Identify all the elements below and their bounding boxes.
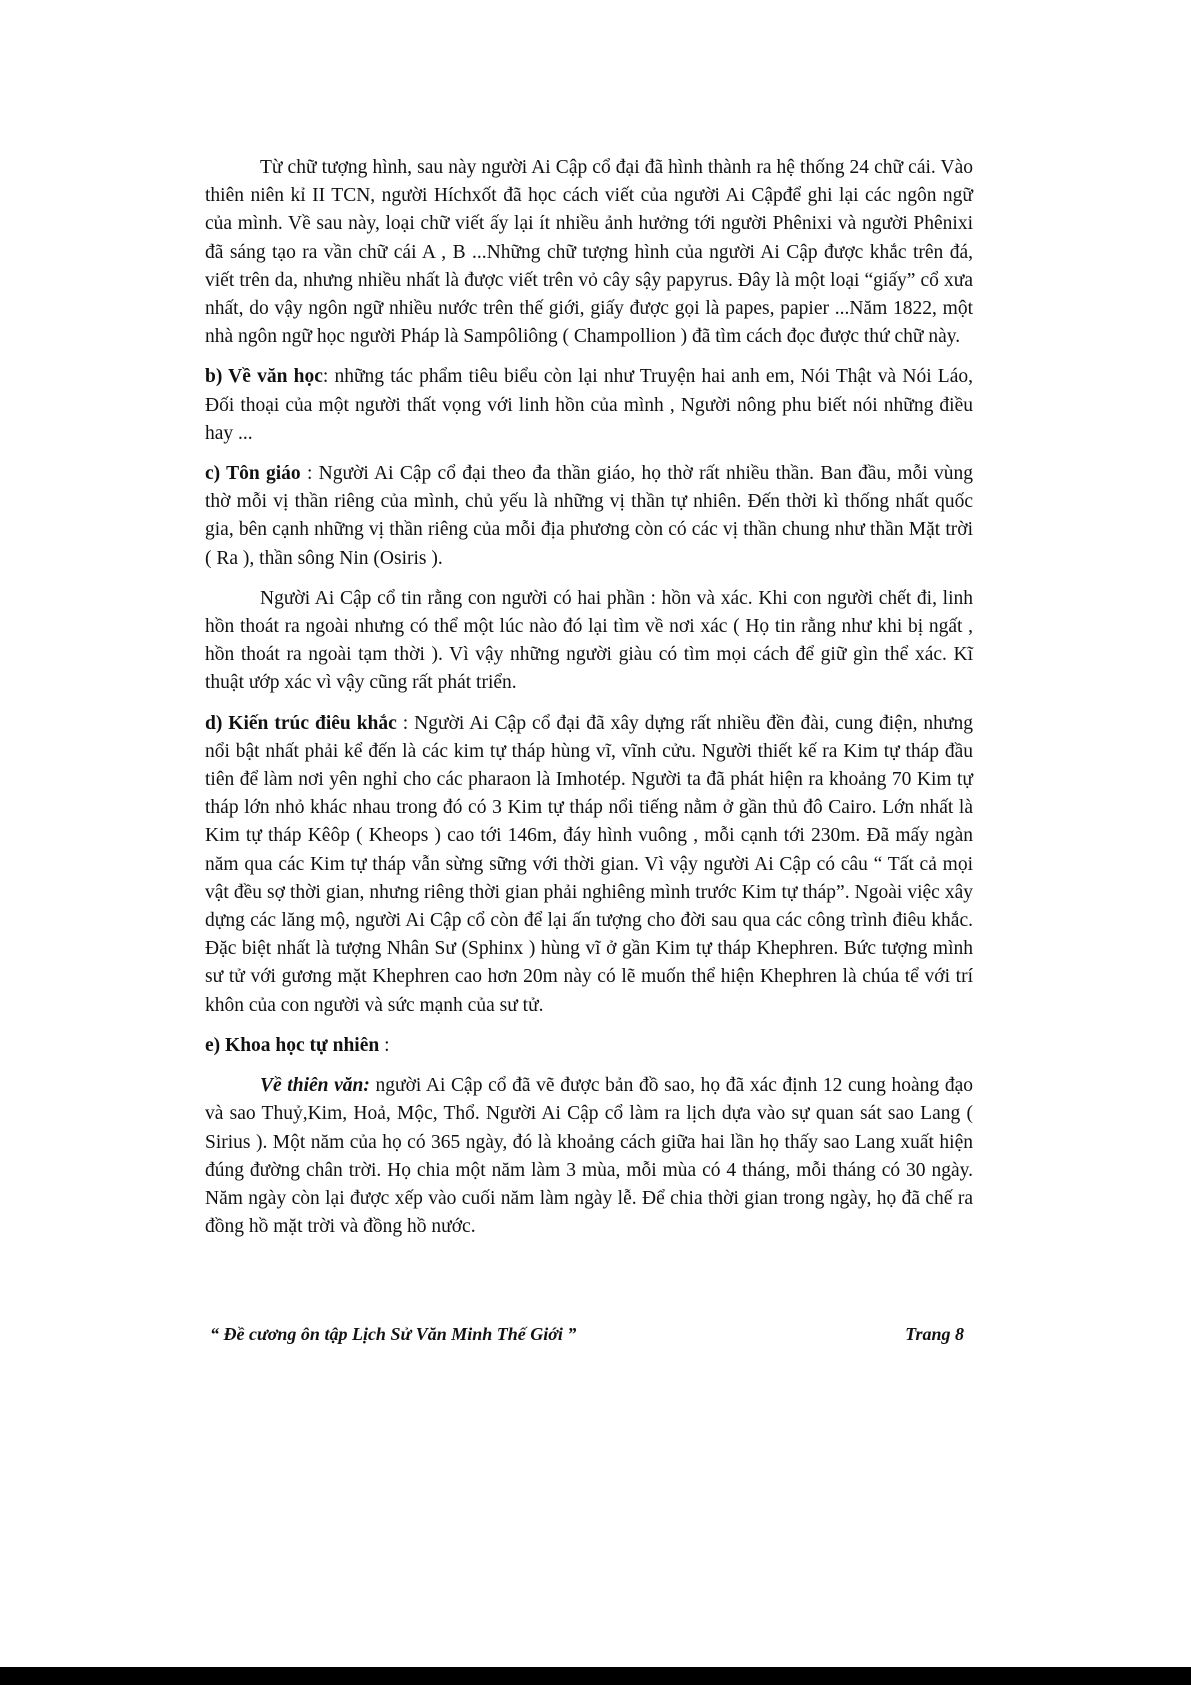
paragraph-writing xyxy=(205,154,973,351)
paragraph-natural-science xyxy=(205,1032,973,1060)
footer-title: “ Đề cương ôn tập Lịch Sử Văn Minh Thế Giới ” xyxy=(210,1324,577,1344)
subsection-heading-astronomy: Về thiên văn: xyxy=(260,1075,370,1097)
paragraph-text: : xyxy=(379,1034,390,1056)
section-heading-natural-science: e) Khoa học tự nhiên xyxy=(205,1034,380,1056)
paragraph-text: Từ chữ tượng hình, sau này người Ai Cập cổ đại đã hình thành ra hệ thống 24 chữ cái. Vào thiên niên kỉ II TCN, người Híchxốt đã học cách viết của người Ai Cậpđể ghi lại các ngôn ngữ của mình. Về sau này, loại chữ viết ấy lại ít nhiều ảnh hưởng tới người Phênixi và người Phênixi đã sáng tạo ra vần chữ cái A , B ...Những chữ tượng hình của người Ai Cập được khắc trên đá, viết trên da, nhưng nhiều nhất là được viết trên vỏ cây sậy papyrus. Đây là một loại “giấy” cổ xưa nhất, do vậy ngôn ngữ nhiều nước trên thế giới, giấy được gọi là papes, papier ...Năm 1822, một nhà ngôn ngữ học người Pháp là Sampôliông ( Champollion ) đã tìm cách đọc được thứ chữ này. xyxy=(205,157,973,348)
paragraph-text: người Ai Cập cổ đã vẽ được bản đồ sao, họ đã xác định 12 cung hoàng đạo và sao Thuỷ,Kim, Hoả, Mộc, Thổ. Người Ai Cập cổ làm ra lịch dựa vào sự quan sát sao Lang ( Sirius ). Một năm của họ có 365 ngày, đó là khoảng cách giữa hai lần họ thấy sao Lang xuất hiện đúng đường chân trời. Họ chia một năm làm 3 mùa, mỗi mùa có 4 tháng, mỗi tháng có 30 ngày. Năm ngày còn lại được xếp vào cuối năm làm ngày lễ. Để chia thời gian trong ngày, họ đã chế ra đồng hồ mặt trời và đồng hồ nước. xyxy=(205,1075,973,1238)
paragraph-text: : Người Ai Cập cổ đại theo đa thần giáo, họ thờ rất nhiều thần. Ban đầu, mỗi vùng thờ mỗi vị thần riêng của mình, chủ yếu là những vị thần tự nhiên. Đến thời kì thống nhất quốc gia, bên cạnh những vị thần riêng của mỗi địa phương còn có các vị thần chung như thần Mặt trời ( Ra ), thần sông Nin (Osiris ). xyxy=(205,463,974,569)
paragraph-soul-body xyxy=(205,585,973,698)
paragraph-astronomy xyxy=(205,1072,973,1241)
page-number: Trang 8 xyxy=(905,1324,964,1344)
bottom-border xyxy=(0,1667,1191,1685)
paragraph-text: : những tác phẩm tiêu biểu còn lại như Truyện hai anh em, Nói Thật và Nói Láo, Đối thoại của một người thất vọng với linh hồn của mình , Người nông phu biết nói những điều hay ... xyxy=(205,366,973,444)
paragraph-text: : Người Ai Cập cổ đại đã xây dựng rất nhiều đền đài, cung điện, nhưng nổi bật nhất phải kể đến là các kim tự tháp hùng vĩ, vĩnh cửu. Người thiết kế ra Kim tự tháp đầu tiên để làm nơi yên nghỉ cho các pharaon là Imhotép. Người ta đã phát hiện ra khoảng 70 Kim tự tháp lớn nhỏ khác nhau trong đó có 3 Kim tự tháp nổi tiếng nằm ở gần thủ đô Cairo. Lớn nhất là Kim tự tháp Kêôp ( Kheops ) cao tới 146m, đáy hình vuông , mỗi cạnh tới 230m. Đã mấy ngàn năm qua các Kim tự tháp vẫn sừng sững với thời gian. Vì vậy người Ai Cập có câu “ Tất cả mọi vật đều sợ thời gian, nhưng riêng thời gian phải nghiêng mình trước Kim tự tháp”. Ngoài việc xây dựng các lăng mộ, người Ai Cập cổ còn để lại ấn tượng cho đời sau qua các công trình điêu khắc. Đặc biệt nhất là tượng Nhân Sư (Sphinx ) hùng vĩ ở gần Kim tự tháp Khephren. Bức tượng mình sư tử với gương mặt Khephren cao hơn 20m này có lẽ muốn thể hiện Khephren là chúa tể với trí khôn của con người và sức mạnh của sư tử. xyxy=(205,712,973,1016)
paragraph-text: Người Ai Cập cổ tin rằng con người có hai phần : hồn và xác. Khi con người chết đi, linh hồn thoát ra ngoài nhưng có thể một lúc nào đó lại tìm về nơi xác ( Họ tin rằng như khi bị ngất , hồn thoát ra ngoài tạm thời ). Vì vậy những người giàu có tìm mọi cách để giữ gìn thể xác. Kĩ thuật ướp xác vì vậy cũng rất phát triển. xyxy=(205,587,973,694)
paragraph-architecture xyxy=(205,710,973,1020)
section-heading-architecture: d) Kiến trúc điêu khắc xyxy=(205,712,397,734)
section-heading-religion: c) Tôn giáo xyxy=(205,463,301,485)
paragraph-religion xyxy=(205,460,973,573)
paragraph-literature xyxy=(205,363,973,448)
page-body xyxy=(205,154,973,1253)
section-heading-literature: b) Về văn học xyxy=(205,366,323,388)
